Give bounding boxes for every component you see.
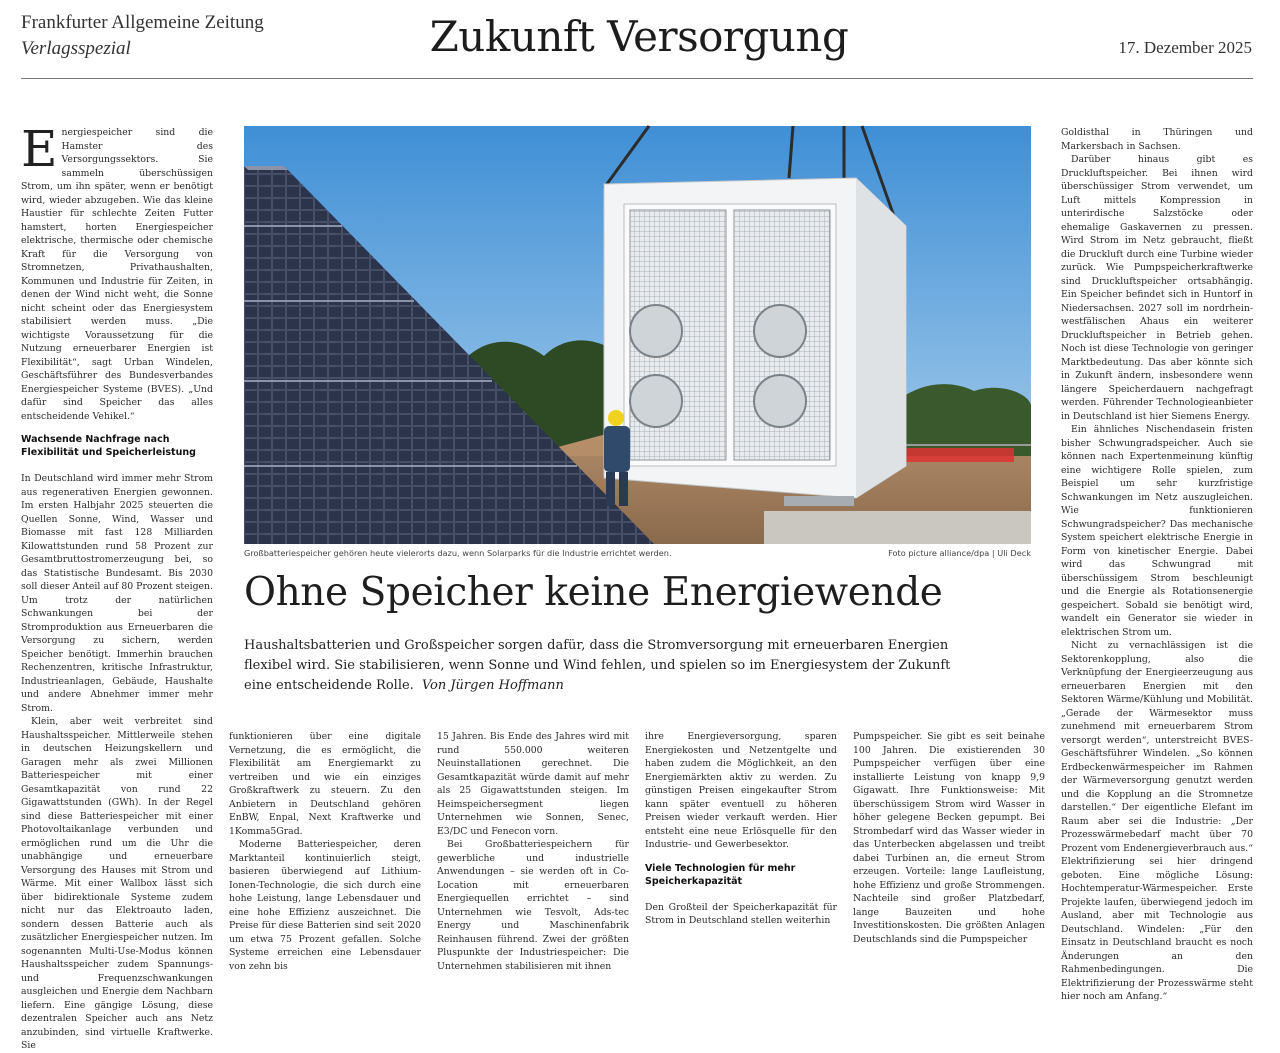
photo-credit: Foto picture alliance/dpa | Uli Deck [888,548,1031,558]
paragraph: In Deutschland wird immer mehr Strom aus regenerativen Energien gewonnen. Im ersten Halbjahr 2025 steuerten die Quellen Sonne, Wind, Wasser und Biomasse mit fast 128 Milliarden Kilowattstunden rund 58 Prozent zur Gesamtbruttostromerzeugung bei, so das Statistische Bundesamt. Bis 2030 soll dieser Anteil auf 80 Prozent steigen. Um trotz der natürlichen Schwankungen bei der Stromproduktion aus Erneuerbaren die Versorgung zu sichern, werden Speicher benötigt. Immerhin brauchen Rechenzentren, kritische Infrastruktur, Industrieanlagen, Gebäude, Haushalte und andere Abnehmer immer mehr Strom. [21,473,213,714]
paragraph: Nicht zu vernachlässigen ist die Sektorenkopplung, also die Verknüpfung der Energieerzeugung aus erneuerbaren Energien mit den Sektoren Wärme/Kühlung und Mobilität. „Gerade der Wärmesektor muss zunehmend mit erneuerbarem Strom versorgt werden“, unterstreicht BVES-Geschäftsführer Windelen. „So können Erdbeckenwärmespeicher im Rahmen der Wärmeversorgung genutzt werden und die Kopplung an die Stromnetze darstellen.“ Der eigentliche Elefant im Raum aber sei die Industrie: „Der Prozesswärmebedarf macht über 70 Prozent vom Endenergieverbrauch aus.“ Elektrifizierung sei hier dringend geboten. Eine mögliche Lösung: Hochtemperatur-Wärmespeicher. Erste Projekte laufen, überwiegend jedoch im Ausland, aber mit Technologie aus Deutschland. Windelen: „Für den Einsatz in Deutschland braucht es noch Änderungen an den Rahmenbedingungen. Die Elektrifizierung der Prozesswärme steht hier noch am Anfang.“ [1061,640,1253,1002]
paragraph: Klein, aber weit verbreitet sind Haushaltsspeicher. Mittlerweile stehen in deutschen Heizungskellern und Garagen mehr als zwei Millionen Batteriespeicher mit einer Gesamtkapazität von rund 22 Gigawattstunden (GWh). In der Regel sind diese Batteriespeicher mit einer Photovoltaikanlage verbunden und ermöglichen rund um die Uhr die unabhängige und erneuerbare Versorgung des Hauses mit Strom und Wärme. Mit einer Wallbox lässt sich über bidirektionale Systeme zudem nicht nur das Elektroauto laden, sondern dessen Batterie auch als zusätzlicher Energiespeicher nutzen. Im sogenannten Multi-Use-Modus können Haushaltsspeicher zudem Spannungs- und Frequenzschwankungen ausgleichen und Energie dem Nachbarn liefern. Eine gängige Lösung, diese dezentralen Speicher auch ans Netz anzubinden, sind virtuelle Kraftwerke. Sie [21,716,213,1051]
photo-caption [244,548,1031,562]
subheading-demand: Wachsende Nachfrage nach Flexibilität und Speicherleistung [21,434,196,458]
article-lead [244,636,964,696]
article-headline: Ohne Speicher keine Energiewende [244,570,943,615]
masthead [0,0,1280,80]
section-title: Zukunft Versorgung [429,12,849,61]
byline: Von Jürgen Hoffmann [421,678,564,693]
article-column-1 [21,120,213,1051]
paragraph: Darüber hinaus gibt es Druckluftspeicher. Bei ihnen wird überschüssiger Strom verwendet, um Luft mittels Kompression in unterirdische Salzstöcke oder ehemalige Gaskavernen zu pressen. Wird Strom im Netz gebraucht, fließt die Druckluft durch eine Turbine wieder zurück. Wie Pumpspeicherkraftwerke sind Druckluftspeicher ortsabhängig. Ein Speicher befindet sich in Huntorf in Niedersachsen. 2027 soll im nordrhein-westfälischen Ahaus ein weiterer Druckluftspeicher in Betrieb gehen. Noch ist diese Technologie von geringer Marktbedeutung. Das aber könnte sich in Zukunft ändern, insbesondere wenn längere Speicherdauern nachgefragt werden. Führender Technologieanbieter in Deutschland ist hier Siemens Energy. [1061,154,1253,422]
article-column-5 [853,730,1045,945]
paragraph: ihre Energieversorgung, sparen Energiekosten und Netzentgelte und haben zudem die Möglichkeit, an den Energiemärkten aktiv zu werden. Zu günstigen Preisen eingekaufter Strom kann später eventuell zu höheren Preisen wieder verkauft werden. Hier entsteht eine neue Erlösquelle für den Industrie- und Gewerbesektor. [645,731,837,850]
article-column-6 [1061,126,1253,1002]
article-column-3 [437,730,629,972]
paragraph: Den Großteil der Speicherkapazität für Strom in Deutschland stellen weiterhin [645,901,837,926]
intro-text: nergiespeicher sind die Hamster des Versorgungssektors. Sie sammeln überschüssigen Strom, um ihn später, wenn er benötigt wird, wieder abzugeben. Wie das kleine Haustier für schlechte Zeiten Futter hamstert, horten Energiespeicher elektrische, thermische oder chemische Kraft für die Versorgung von Stromnetzen, Privathaushalten, Kommunen und Industrie für Zeiten, in denen der Wind nicht weht, die Sonne nicht scheint oder das Energiesystem stabilisiert werden muss. „Die wichtigste Voraussetzung für die Nutzung erneuerbarer Energien ist Flexibilität“, sagt Urban Windelen, Geschäftsführer des Bundesverbandes Energiespeicher Systeme (BVES). „Und dafür sind Speicher das alles entscheidende Vehikel.“ [21,127,213,422]
subheading-technologies: Viele Technologien für mehr Speicherkapazität [645,862,796,887]
intro-paragraph [21,120,213,423]
paragraph: 15 Jahren. Bis Ende des Jahres wird mit rund 550.000 weiteren Neuinstallationen gerechnet. Die Gesamtkapazität würde damit auf mehr als 25 Gigawattstunden steigen. Im Heimspeichersegment liegen Unternehmen wie Sonnen, Senec, E3/DC und Fenecon vorn. [437,731,629,837]
caption-text: Großbatteriespeicher gehören heute vielerorts dazu, wenn Solarparks für die Industrie errichtet werden. [244,548,672,558]
article-photo [244,126,1031,544]
paragraph: Bei Großbatteriespeichern für gewerbliche und industrielle Anwendungen – sie werden oft in Co-Location mit erneuerbaren Energiequellen errichtet – sind Unternehmen wie Tesvolt, Ads-tec Energy und Maschinenfabrik Reinhausen führend. Zwei der größten Pluspunkte der Industriespeicher: Die Unternehmen stabilisieren mit ihnen [437,839,629,972]
paragraph: Ein ähnliches Nischendasein fristen bisher Schwungradspeicher. Auch sie können nach Expertenmeinung künftig eine wichtigere Rolle spielen, zum Beispiel um sehr kurzfristige Schwankungen im Netz auszugleichen. Wie funktionieren Schwungradspeicher? Das mechanische System speichert elektrische Energie in Form von kinetischer Energie. Dabei wird das Schwungrad mit überschüssigem Strom beschleunigt und die Energie als Rotationsenergie gespeichert. Sobald sie benötigt wird, wandelt ein Generator sie wieder in elektrischen Strom um. [1061,424,1253,638]
paragraph: funktionieren über eine digitale Vernetzung, die es ermöglicht, die Flexibilität am Energiemarkt zu vertreiben und wie ein einziges Großkraftwerk zu steuern. Zu den Anbietern in Deutschland gehören EnBW, Enpal, Next Kraftwerke und 1Komma5Grad. [229,731,421,837]
article-column-4 [645,730,837,926]
masthead-rule [21,78,1253,79]
lead-text: Haushaltsbatterien und Großspeicher sorgen dafür, dass die Stromversorgung mit erneuerbaren Energien flexibel wird. Sie stabilisieren, wenn Sonne und Wind fehlen, und spielen so im Energiesystem der Zukunft eine entscheidende Rolle. [244,638,951,693]
issue-date: 17. Dezember 2025 [1118,38,1252,57]
paragraph: Moderne Batteriespeicher, deren Marktanteil kontinuierlich steigt, basieren überwiegend auf Lithium-Ionen-Technologie, die sich durch eine hohe Leistung, lange Lebensdauer und eine hohe Effizienz auszeichnet. Die Preise für diese Batterien sind seit 2020 um etwa 75 Prozent gefallen. Solche Systeme erreichen eine Lebensdauer von zehn bis [229,839,421,972]
publication-name: Frankfurter Allgemeine Zeitung [21,12,264,33]
article-column-2 [229,730,421,972]
drop-cap: E [21,120,58,178]
publication-subtitle: Verlagsspezial [21,38,131,59]
paragraph: Goldisthal in Thüringen und Markersbach in Sachsen. [1061,127,1253,152]
paragraph: Pumpspeicher. Sie gibt es seit beinahe 100 Jahren. Die existierenden 30 Pumpspeicher verfügen über eine installierte Leistung von knapp 9,9 Gigawatt. Ihre Funktionsweise: Mit überschüssigem Strom wird Wasser in höher gelegene Becken gepumpt. Bei Strombedarf wird das Wasser wieder in das Unterbecken abgelassen und treibt dabei Turbinen an, die erneut Strom erzeugen. Vorteile: lange Laufleistung, hohe Effizienz und große Strommengen. Nachteile sind großer Platzbedarf, lange Bauzeiten und hohe Investitionskosten. Die größten Anlagen Deutschlands sind die Pumpspeicher [853,731,1045,945]
